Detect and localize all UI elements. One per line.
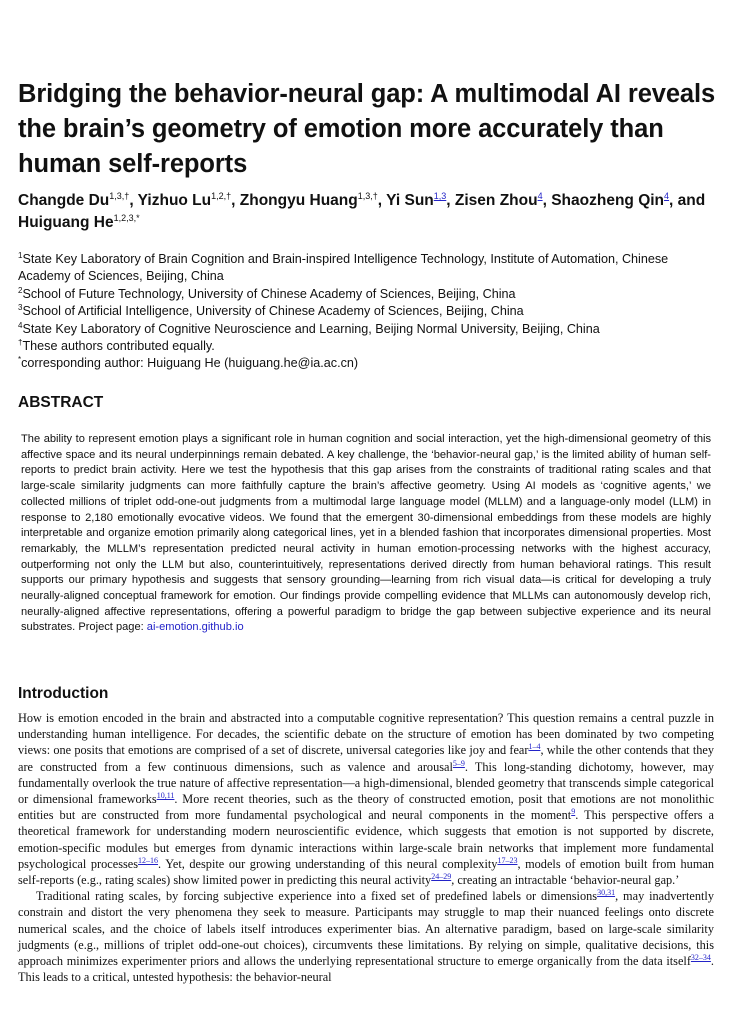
affiliation-item: $^1$State Key Laboratory of Brain Cognition and Brain-inspired Intelligence Technology, Institute of Automation, Chinese Academy of Sciences, Beijing, China — [18, 251, 669, 284]
author: Yizhuo $Lu^{1,2,\dagger}$, — [137, 191, 240, 209]
paragraph: Traditional rating scales, by forcing subjective experience into a fixed set of predefined labels or dimensions$^{30,31}$, may inadvertently constrain and distort the very phenomena they seek to measure. Participants may struggle to map their nuanced feelings onto discrete numerical scales, and the choice of labels itself introduces experimenter bias. An alternative paradigm, based on large-scale similarity judgments (e.g., millions of triplet odd-one-out choices), circumvents these limitations. By relying on simple, qualitative decisions, this approach minimizes experimenter priors and allows the underlying representational structure to emerge organically from the data itself$^{32-34}$. This leads to a critical, untested hypothesis: the behavior-neural — [18, 888, 714, 985]
affiliation-link[interactable]: 4 — [664, 191, 670, 201]
author: Changde $Du^{1,3,\dagger}$, — [18, 191, 138, 209]
author: Huiguang $He^{1,2,3,*}$ — [18, 213, 140, 231]
project-page-link[interactable]: ai-emotion.github.io — [146, 621, 244, 634]
affiliation-item: *corresponding author: Huiguang He (huiguang.he@ia.ac.cn) — [18, 355, 359, 371]
author: Zhongyu Huang$^{1,3,\dagger}$, — [239, 191, 387, 209]
citation-link[interactable]: 24–29 — [431, 872, 452, 882]
affiliation-list — [18, 251, 718, 373]
citation-link[interactable]: 17–23 — [497, 855, 518, 865]
introduction-body — [18, 710, 714, 985]
paragraph: How is emotion encoded in the brain and abstracted into a computable cognitive representation? This question remains a central puzzle in understanding human intelligence. For decades, the scientific debate on the structure of emotion has been dominated by two competing views: one posits that emotions are comprised of a set of discrete, universal categories like joy and fear$^{1-4}$, while the other contends that they are constructed from a few continuous dimensions, such as valence and arousal$^{5-9}$. This long-standing dichotomy, however, may fundamentally overlook the true nature of affective representation—a high-dimensional, blended geometry that transcends simple categorical or dimensional frameworks$^{10,11}$. More recent theories, such as the theory of constructed emotion, posit that emotions are not monolithic entities but are constructed from more fundamental psychological and neural components in the moment$^9$. This perspective offers a theoretical framework for understanding modern neuroscientific evidence, which suggests that emotion is not supported by discrete, emotion-specific modules but emerges from dynamic interactions within large-scale brain networks that implement more fundamental psychological processes$^{12-16}$. Yet, despite our growing understanding of this neural complexity$^{17-23}$, models of emotion built from human self-reports (e.g., rating scales) show limited power in predicting this neural activity$^{24-29}$, creating an intractable ‘behavior-neural gap.’ — [18, 711, 715, 888]
affiliation-item: $^2$School of Future Technology, University of Chinese Academy of Sciences, Beijing, China — [18, 285, 516, 301]
affiliation-link[interactable]: 1,3 — [433, 191, 447, 201]
citation-link[interactable]: 9 — [571, 807, 576, 817]
paper-title: Bridging the behavior-neural gap: A multimodal AI reveals the brain’s geometry of emotion more accurately than human self-reports — [18, 80, 716, 178]
abstract-heading: ABSTRACT — [18, 394, 104, 411]
introduction-heading: Introduction — [18, 685, 109, 702]
author: Zisen Zhou$^4$, — [454, 191, 552, 209]
affiliation-item: $^3$School of Artificial Intelligence, University of Chinese Academy of Sciences, Beijing, China — [18, 303, 524, 319]
affiliation-link[interactable]: 4 — [537, 191, 543, 201]
author: Shaozheng Qin$^4$, and — [551, 191, 706, 209]
author: Yi Sun$^{1,3}$, — [386, 191, 455, 209]
citation-link[interactable]: 30,31 — [597, 888, 616, 898]
citation-link[interactable]: 32–34 — [690, 953, 711, 963]
author-list — [18, 190, 718, 234]
citation-link[interactable]: 5–9 — [452, 758, 465, 768]
affiliation-item: $^4$State Key Laboratory of Cognitive Neuroscience and Learning, Beijing Normal University, Beijing, China — [18, 320, 600, 336]
citation-link[interactable]: 12–16 — [138, 855, 159, 865]
citation-link[interactable]: 10,11 — [156, 791, 175, 801]
affiliation-item: †These authors contributed equally. — [18, 338, 215, 354]
abstract-text: The ability to represent emotion plays a significant role in human cognition and social interaction, yet the high-dimensional geometry of this affective space and its neural underpinnings remain debated. A key challenge, the ‘behavior-neural gap,’ is the limited ability of human self-reports to predict brain activity. Here we test the hypothesis that this gap arises from the constraints of traditional rating scales and that large-scale similarity judgments can more faithfully capture the brain’s affective geometry. Using AI models as ‘cognitive agents,’ we collected millions of triplet odd-one-out judgments from a multimodal large language model (MLLM) and a language-only model (LLM) in response to 2,180 emotionally evocative videos. We found that the emergent 30-dimensional embeddings from these models are highly interpretable and organize emotion primarily along categorical lines, yet in a blended fashion that incorporates dimensional properties. Most remarkably, the MLLM’s representation predicted neural activity in human emotion-processing networks with the highest accuracy, outperforming not only the LLM but also, counterintuitively, representations derived directly from human behavioral ratings. This result supports our primary hypothesis and suggests that sensory grounding—learning from rich visual data—is critical for developing a truly neurally-aligned conceptual framework for emotion. Our findings provide compelling evidence that MLLMs can autonomously develop rich, neurally-aligned affective representations, offering a powerful paradigm to bridge the gap between subjective experience and its neural substrates. Project page: ai-emotion.github.io — [21, 433, 711, 634]
citation-link[interactable]: 1–4 — [528, 742, 541, 752]
